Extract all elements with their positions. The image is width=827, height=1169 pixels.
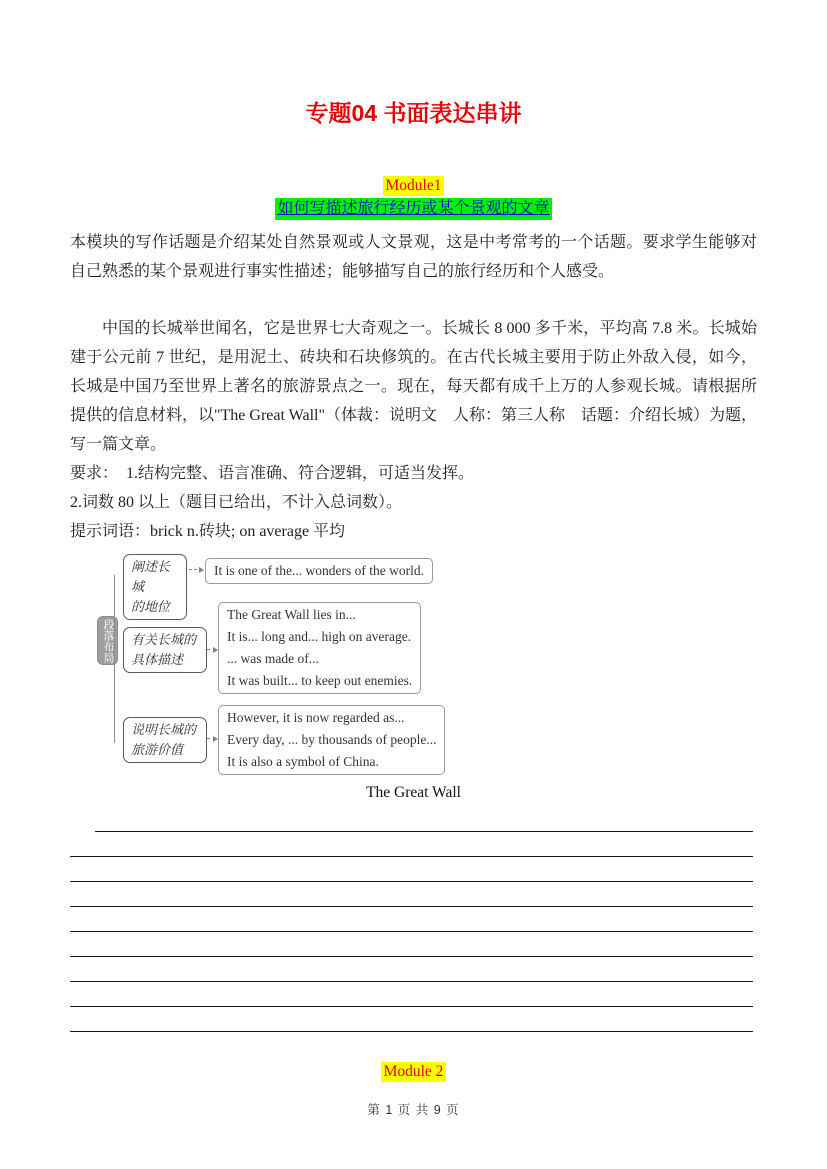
content-2-point-4: It was built... to keep out enemies. — [227, 673, 413, 688]
diagram-connector-line — [114, 575, 115, 743]
answer-lines — [70, 807, 757, 1032]
dashed-arrow-icon — [207, 738, 216, 739]
answer-line — [70, 932, 753, 957]
content-2-point-2: It is... long and... high on average. — [227, 629, 412, 644]
diagram-label-2-line2: 具体描述 — [131, 652, 184, 667]
answer-line — [70, 957, 753, 982]
diagram-content-box-3 — [218, 705, 445, 775]
content-3-point-3: It is also a symbol of China. — [227, 754, 379, 769]
diagram-label-box-2 — [123, 627, 207, 673]
answer-line — [70, 1007, 753, 1032]
diagram-label-1-line1: 阐述长城 — [131, 559, 171, 594]
outline-diagram — [70, 550, 757, 782]
module1-intro-paragraph: 本模块的写作话题是介绍某处自然景观或人文景观，这是中考常考的一个话题。要求学生能够对自己熟悉的某个景观进行事实性描述；能够描写自己的旅行经历和个人感受。 — [70, 234, 757, 280]
module2-badge-row — [70, 1062, 757, 1082]
diagram-label-box-3 — [123, 717, 207, 763]
module1-badge: Module1 — [383, 176, 445, 196]
module2-badge: Module 2 — [381, 1062, 447, 1082]
writing-prompt-paragraph: 中国的长城举世闻名，它是世界七大奇观之一。长城长 8 000 多千米，平均高 7.8 米。长城始建于公元前 7 世纪，是用泥土、砖块和石块修筑的。在古代长城主要用于防止外敌入侵，如今，长城是中国乃至世界上著名的旅游景点之一。现在，每天都有成千上万的人参观长城。请根据所提供的信息材料，以"The Great Wall"（体裁：说明文 人称：第三人称 话题：介绍长城）为题，写一篇文章。 — [70, 320, 757, 453]
essay-title-caption: The Great Wall — [366, 784, 461, 801]
requirement-line-1: 要求： 1.结构完整、语言准确、符合逻辑，可适当发挥。 — [70, 465, 475, 482]
diagram-label-1-line2: 的地位 — [131, 599, 171, 614]
diagram-label-box-1 — [123, 554, 187, 620]
answer-line — [70, 857, 753, 882]
module1-subtitle-row — [70, 198, 757, 220]
content-3-point-2: Every day, ... by thousands of people... — [227, 732, 437, 747]
answer-line — [70, 982, 753, 1007]
answer-line — [70, 832, 753, 857]
diagram-content-box-1 — [205, 558, 433, 584]
module1-subtitle: 如何写描述旅行经历或某个景观的文章 — [275, 198, 551, 220]
diagram-content-box-2 — [218, 602, 421, 694]
answer-line — [95, 807, 753, 832]
content-3-point-1: However, it is now regarded as... — [227, 710, 405, 725]
content-2-point-1: The Great Wall lies in... — [227, 607, 356, 622]
diagram-label-2-line1: 有关长城的 — [131, 632, 197, 647]
hint-words-line: 提示词语：brick n.砖块; on average 平均 — [70, 523, 346, 540]
diagram-label-3-line2: 旅游价值 — [131, 742, 184, 757]
module1-badge-row — [70, 176, 757, 196]
diagram-label-3-line1: 说明长城的 — [131, 722, 197, 737]
answer-line — [70, 882, 753, 907]
content-1-point-1: It is one of the... wonders of the world. — [214, 563, 424, 578]
diagram-side-label: 段落布局 — [97, 616, 118, 665]
page-title: 专题04 书面表达串讲 — [305, 100, 522, 126]
page-footer: 第 1 页 共 9 页 — [367, 1103, 460, 1117]
requirement-line-2: 2.词数 80 以上（题目已给出，不计入总词数）。 — [70, 494, 403, 511]
content-2-point-3: ... was made of... — [227, 651, 319, 666]
dashed-arrow-icon — [189, 569, 202, 570]
dashed-arrow-icon — [207, 649, 216, 650]
answer-line — [70, 907, 753, 932]
